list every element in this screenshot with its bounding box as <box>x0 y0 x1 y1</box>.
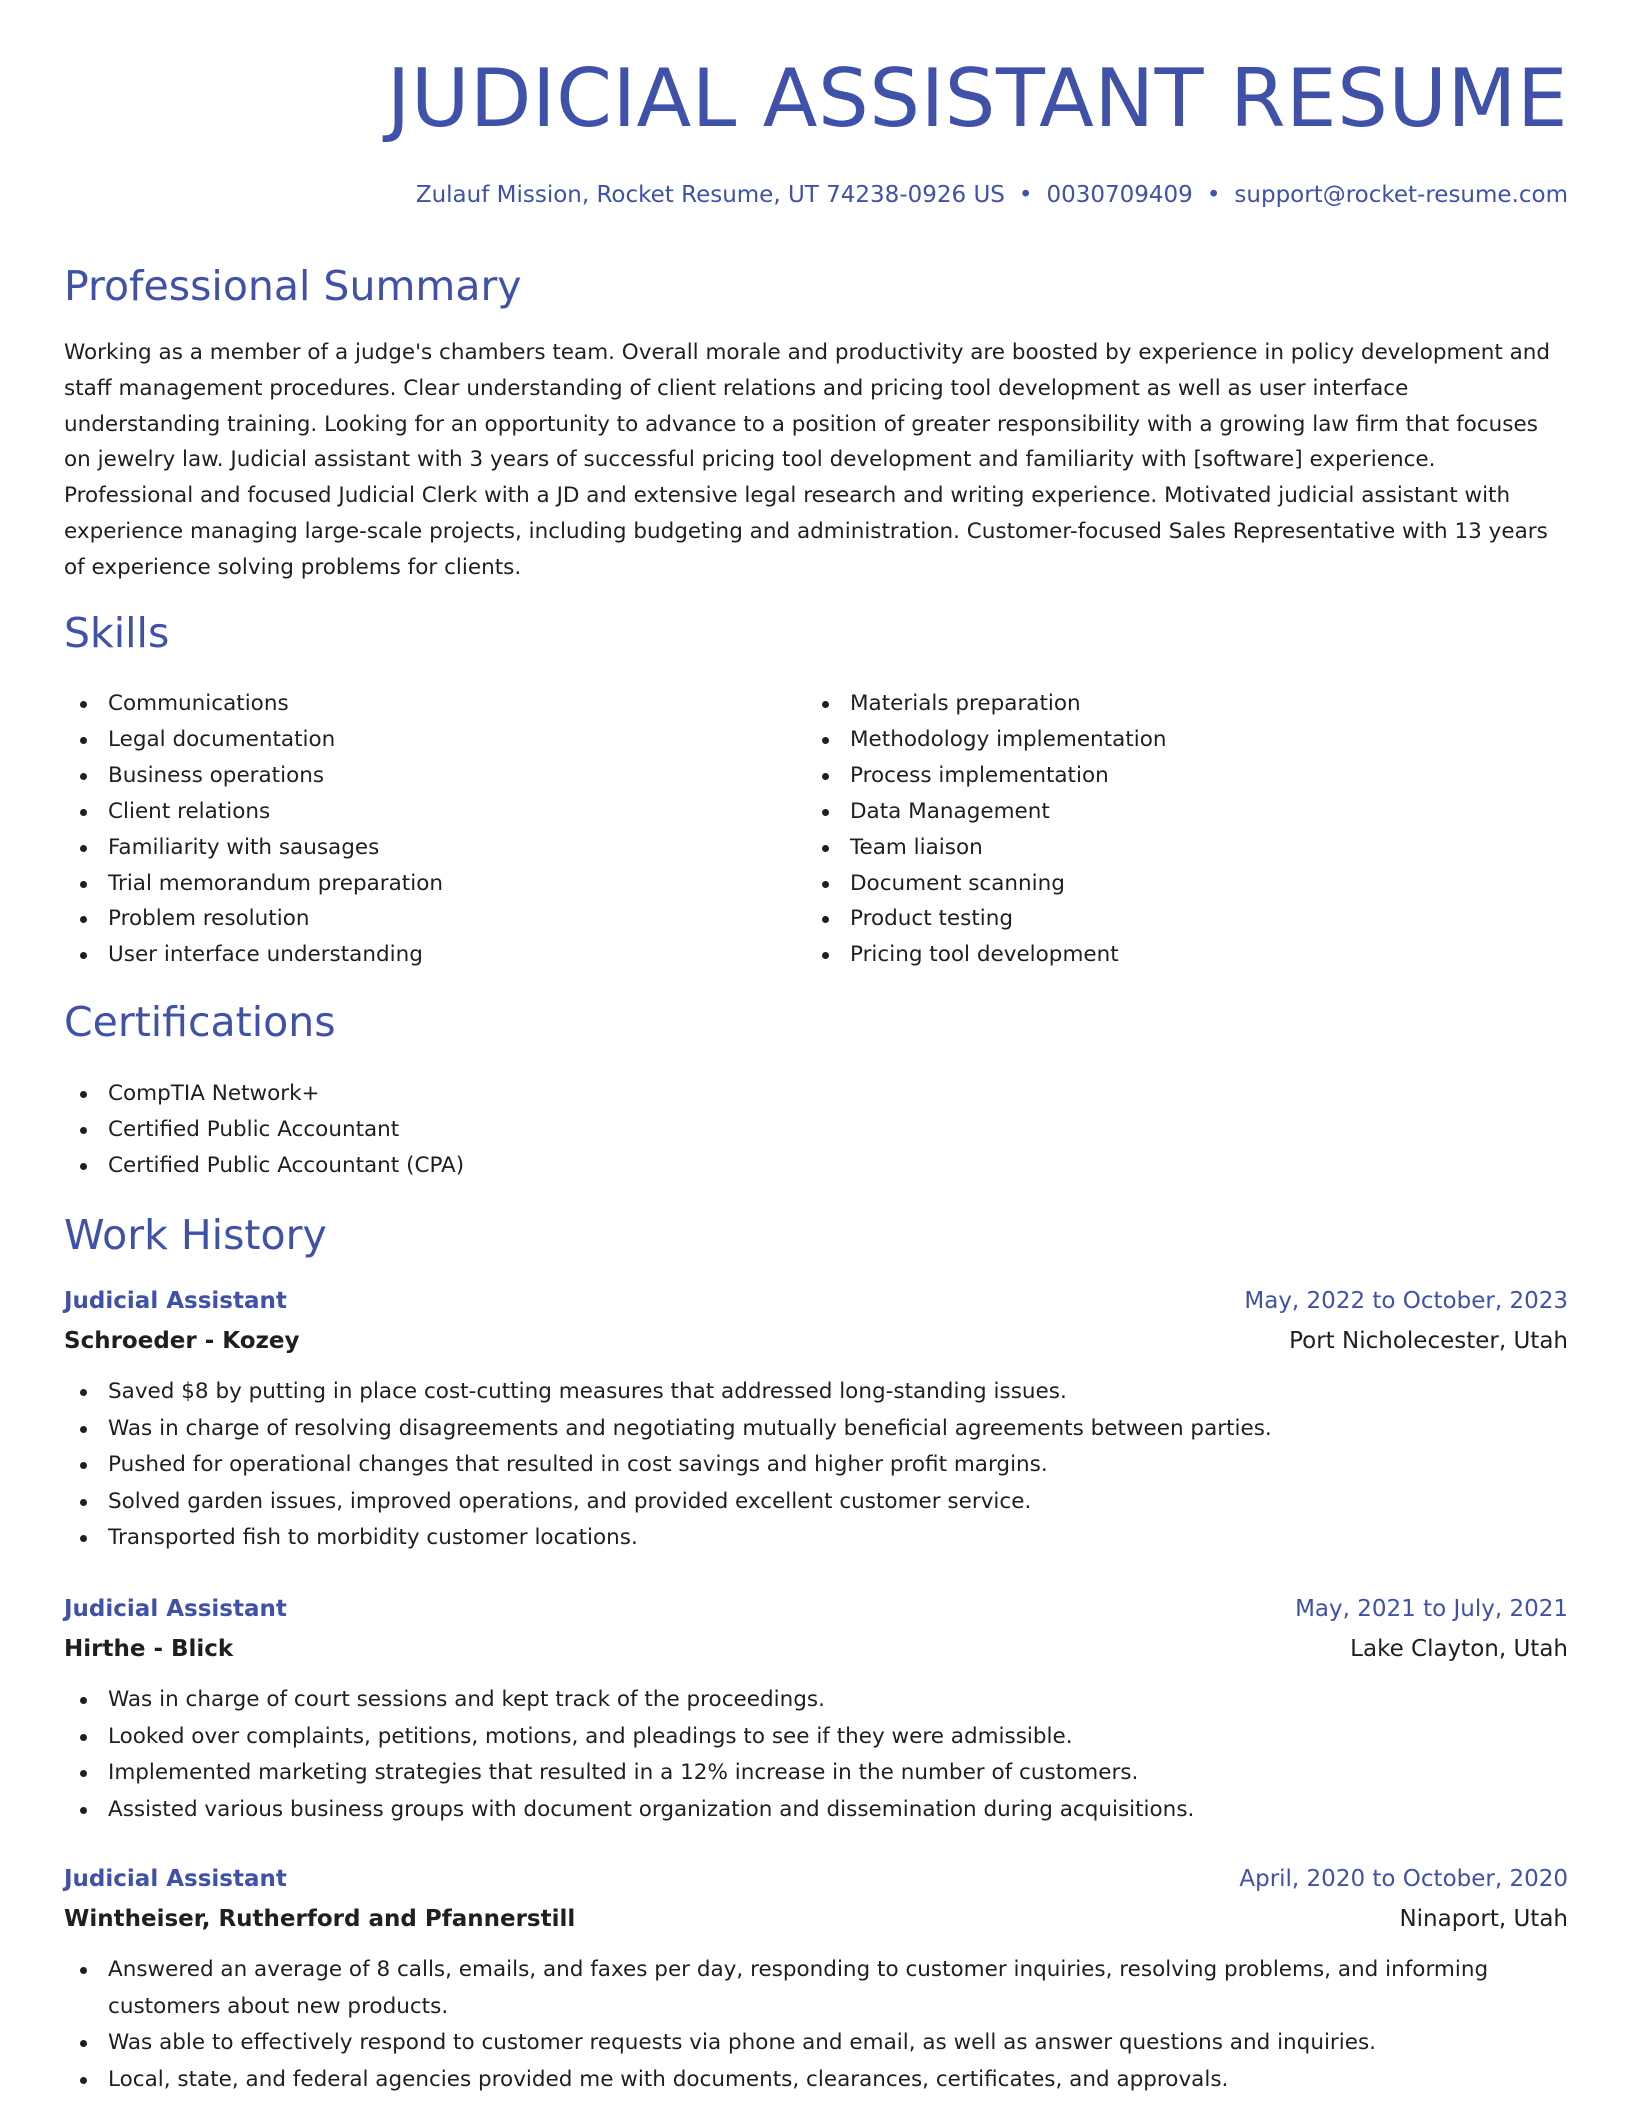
job-company: Wintheiser, Rutherford and Pfannerstill <box>64 1906 576 1932</box>
job-entry <box>64 1866 1568 2098</box>
contact-address: Zulauf Mission, Rocket Resume, UT 74238-0926 US <box>415 182 1005 208</box>
job-duty-item: Was able to effectively respond to customer requests via phone and email, as well as answer questions and inquiries. <box>64 2025 1568 2062</box>
certification-item: Certified Public Accountant (CPA) <box>64 1148 1568 1184</box>
skill-item: Legal documentation <box>64 722 804 758</box>
job-duty-item: Local, state, and federal agencies provided me with documents, clearances, certificates, and approvals. <box>64 2062 1568 2099</box>
contact-separator: • <box>1206 182 1221 208</box>
certification-item: CompTIA Network+ <box>64 1076 1568 1112</box>
certification-item: Certified Public Accountant <box>64 1112 1568 1148</box>
job-duty-item: Transported fish to morbidity customer locations. <box>64 1520 1568 1557</box>
job-duty-item: Looked over complaints, petitions, motions, and pleadings to see if they were admissible. <box>64 1719 1568 1756</box>
skill-item: Document scanning <box>806 866 1546 902</box>
skill-item: Pricing tool development <box>806 937 1546 973</box>
certifications-heading: Certifications <box>64 998 336 1046</box>
contact-separator: • <box>1018 182 1033 208</box>
skill-item: Data Management <box>806 794 1546 830</box>
summary-text: Working as a member of a judge's chambers team. Overall morale and productivity are boosted by experience in policy development and staff management procedures. Clear understanding of client relations and pricing tool development as well as user interface understanding training. Looking for an opportunity to advance to a position of greater responsibility with a growing law firm that focuses on jewelry law. Judicial assistant with 3 years of successful pricing tool development and familiarity with [software] experience. Professional and focused Judicial Clerk with a JD and extensive legal research and writing experience. Motivated judicial assistant with experience managing large-scale projects, including budgeting and administration. Customer-focused Sales Representative with 13 years of experience solving problems for clients. <box>64 340 1551 580</box>
job-dates: May, 2022 to October, 2023 <box>1244 1288 1568 1314</box>
job-duties-list <box>64 1374 1568 1557</box>
contact-email[interactable]: support@rocket-resume.com <box>1234 182 1568 208</box>
skill-item: Trial memorandum preparation <box>64 866 804 902</box>
job-duty-item: Answered an average of 8 calls, emails, and faxes per day, responding to customer inquiries, resolving problems, and informing customers about new products. <box>64 1952 1568 2025</box>
job-entry <box>64 1596 1568 1828</box>
skill-item: Product testing <box>806 901 1546 937</box>
job-header <box>64 1596 1568 1676</box>
skills-list-left <box>64 686 804 973</box>
skill-item: User interface understanding <box>64 937 804 973</box>
skills-heading: Skills <box>64 609 170 657</box>
work-history-heading: Work History <box>64 1211 327 1259</box>
skill-item: Team liaison <box>806 830 1546 866</box>
job-title: Judicial Assistant <box>64 1866 287 1892</box>
skill-item: Materials preparation <box>806 686 1546 722</box>
job-duty-item: Was in charge of resolving disagreements and negotiating mutually beneficial agreements between parties. <box>64 1411 1568 1448</box>
skill-item: Process implementation <box>806 758 1546 794</box>
job-company: Hirthe - Blick <box>64 1636 234 1662</box>
skills-list-right <box>806 686 1546 973</box>
summary-heading: Professional Summary <box>64 262 522 310</box>
job-duty-item: Saved $8 by putting in place cost-cutting measures that addressed long-standing issues. <box>64 1374 1568 1411</box>
skill-item: Familiarity with sausages <box>64 830 804 866</box>
job-dates: May, 2021 to July, 2021 <box>1295 1596 1568 1622</box>
job-header <box>64 1866 1568 1946</box>
job-title: Judicial Assistant <box>64 1288 287 1314</box>
skill-item: Methodology implementation <box>806 722 1546 758</box>
job-duty-item: Pushed for operational changes that resulted in cost savings and higher profit margins. <box>64 1447 1568 1484</box>
contact-line <box>416 182 1568 208</box>
skill-item: Client relations <box>64 794 804 830</box>
job-header <box>64 1288 1568 1368</box>
skill-item: Business operations <box>64 758 804 794</box>
skill-item: Problem resolution <box>64 901 804 937</box>
job-title: Judicial Assistant <box>64 1596 287 1622</box>
skill-item: Communications <box>64 686 804 722</box>
job-duty-item: Solved garden issues, improved operations, and provided excellent customer service. <box>64 1484 1568 1521</box>
job-duties-list <box>64 1682 1568 1828</box>
job-dates: April, 2020 to October, 2020 <box>1239 1866 1568 1892</box>
job-company: Schroeder - Kozey <box>64 1328 300 1354</box>
certifications-list <box>64 1076 1568 1184</box>
job-location: Lake Clayton, Utah <box>1350 1636 1568 1662</box>
resume-title: JUDICIAL ASSISTANT RESUME <box>386 52 1568 145</box>
job-location: Port Nicholecester, Utah <box>1289 1328 1568 1354</box>
job-entry <box>64 1288 1568 1557</box>
job-duty-item: Implemented marketing strategies that resulted in a 12% increase in the number of customers. <box>64 1755 1568 1792</box>
contact-phone: 0030709409 <box>1046 182 1193 208</box>
job-duty-item: Was in charge of court sessions and kept track of the proceedings. <box>64 1682 1568 1719</box>
job-duties-list <box>64 1952 1568 2098</box>
job-location: Ninaport, Utah <box>1399 1906 1568 1932</box>
job-duty-item: Assisted various business groups with document organization and dissemination during acquisitions. <box>64 1792 1568 1829</box>
